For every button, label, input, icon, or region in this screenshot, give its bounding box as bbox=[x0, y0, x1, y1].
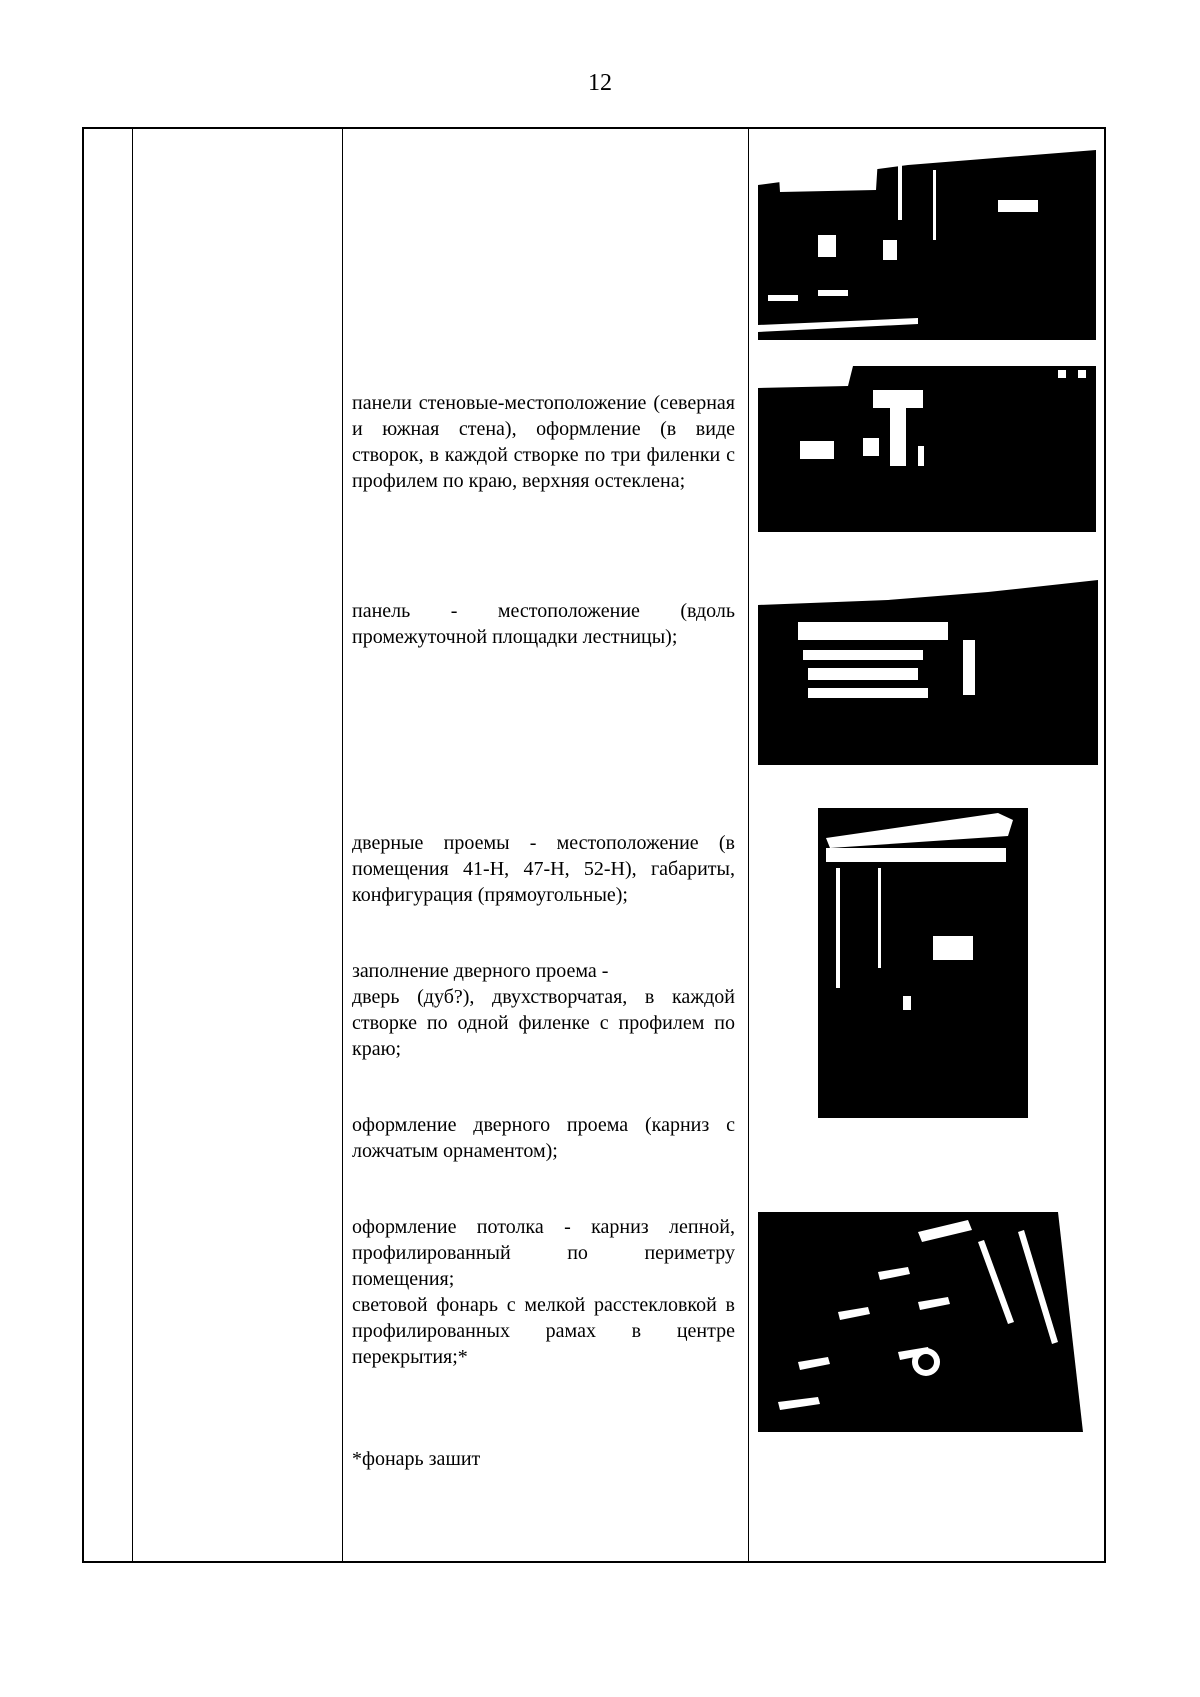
column-divider bbox=[748, 129, 749, 1561]
entry-door-filling: заполнение дверного проема - дверь (дуб?), двухстворчатая, в каждой створке по одной филенке с профилем по краю; bbox=[352, 960, 735, 1060]
entry-door-decoration: оформление дверного проема (карниз с ложчатым орнаментом); bbox=[352, 1114, 735, 1162]
photo-double-door bbox=[818, 808, 1028, 1118]
photo-wall-ceiling bbox=[758, 130, 1096, 340]
page-number: 12 bbox=[588, 70, 612, 96]
entry-ceiling: оформление потолка - карниз лепной, профилированный по периметру помещения; световой фонарь с мелкой расстекловкой в профилированных рамах в центре перекрытия;* bbox=[352, 1216, 735, 1368]
photo-wall-panels bbox=[758, 366, 1096, 532]
entry-footnote: *фонарь зашит bbox=[352, 1448, 481, 1470]
photo-ceiling-skylight bbox=[758, 1212, 1096, 1432]
entry-stair-panel: панель - местоположение (вдоль промежуточной площадки лестницы); bbox=[352, 600, 735, 648]
column-divider bbox=[342, 129, 343, 1561]
entry-wall-panels: панели стеновые-местоположение (северная и южная стена), оформление (в виде створок, в каждой створке по три филенки с профилем по краю, верхняя остеклена; bbox=[352, 392, 735, 492]
column-divider bbox=[132, 129, 133, 1561]
entry-door-openings: дверные проемы - местоположение (в помещения 41-Н, 47-Н, 52-Н), габариты, конфигурация (прямоугольные); bbox=[352, 832, 735, 906]
photo-stair-landing-panel bbox=[758, 560, 1098, 765]
